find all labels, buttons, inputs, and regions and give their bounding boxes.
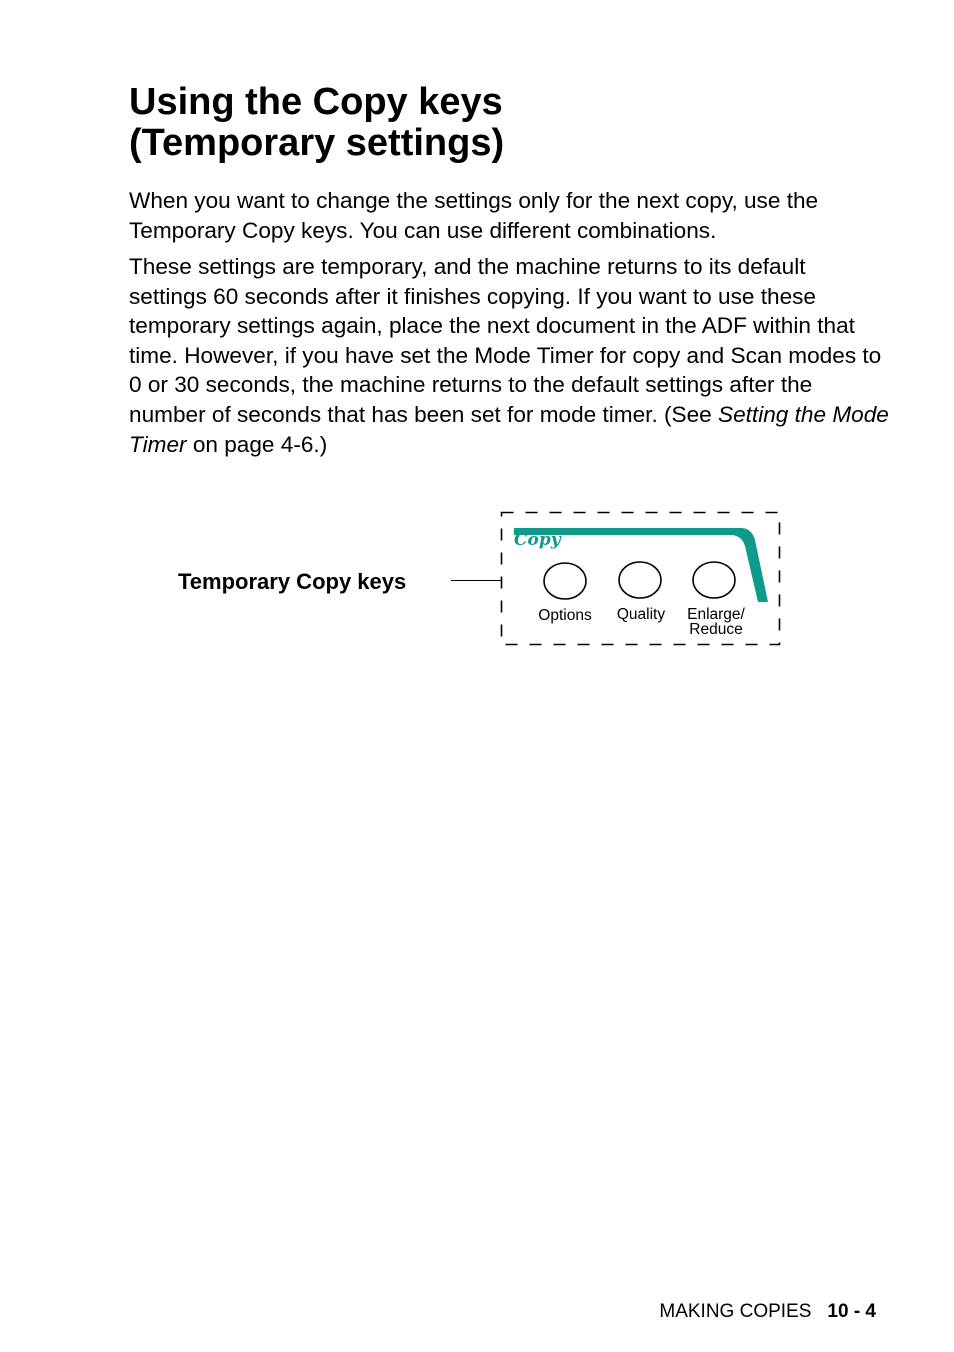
page-footer <box>659 1300 876 1324</box>
temporary-settings-paragraph <box>129 252 889 459</box>
enlarge-reduce-key-icon <box>693 562 735 598</box>
page-title-line1: Using the Copy keys <box>129 81 503 123</box>
options-key-icon <box>544 563 586 599</box>
paragraph-text-end: on page 4-6.) <box>186 431 328 457</box>
options-key-label: Options <box>538 607 592 624</box>
paragraph-text: These settings are temporary, and the machine returns to its default settings 60 seconds after it finishes copying. If you want to use these temporary settings again, place the next document in the ADF within that time. However, if you have set the Mode Timer for copy and Scan modes to 0 or 30 seconds, the machine returns to the default settings after the number of seconds that has been set for mode timer. (See <box>129 254 882 427</box>
reduce-key-label: Reduce <box>689 621 743 638</box>
page-title-line2: (Temporary settings) <box>129 122 505 164</box>
quality-key-label: Quality <box>616 606 666 623</box>
copy-panel-title: Copy <box>514 530 561 550</box>
callout-leader-line <box>451 580 501 581</box>
callout-label: Temporary Copy keys <box>178 569 407 594</box>
quality-key-icon <box>619 562 661 598</box>
footer-page-number: 10 - 4 <box>827 1301 876 1322</box>
mode-timer-reference: Setting the Mode Timer <box>129 401 889 457</box>
intro-paragraph: When you want to change the settings only for the next copy, use the Temporary Copy keys. You can use different combinations. <box>129 188 819 243</box>
footer-section: MAKING COPIES <box>659 1301 812 1322</box>
page-title <box>129 82 889 164</box>
enlarge-key-label: Enlarge/ <box>687 606 745 623</box>
